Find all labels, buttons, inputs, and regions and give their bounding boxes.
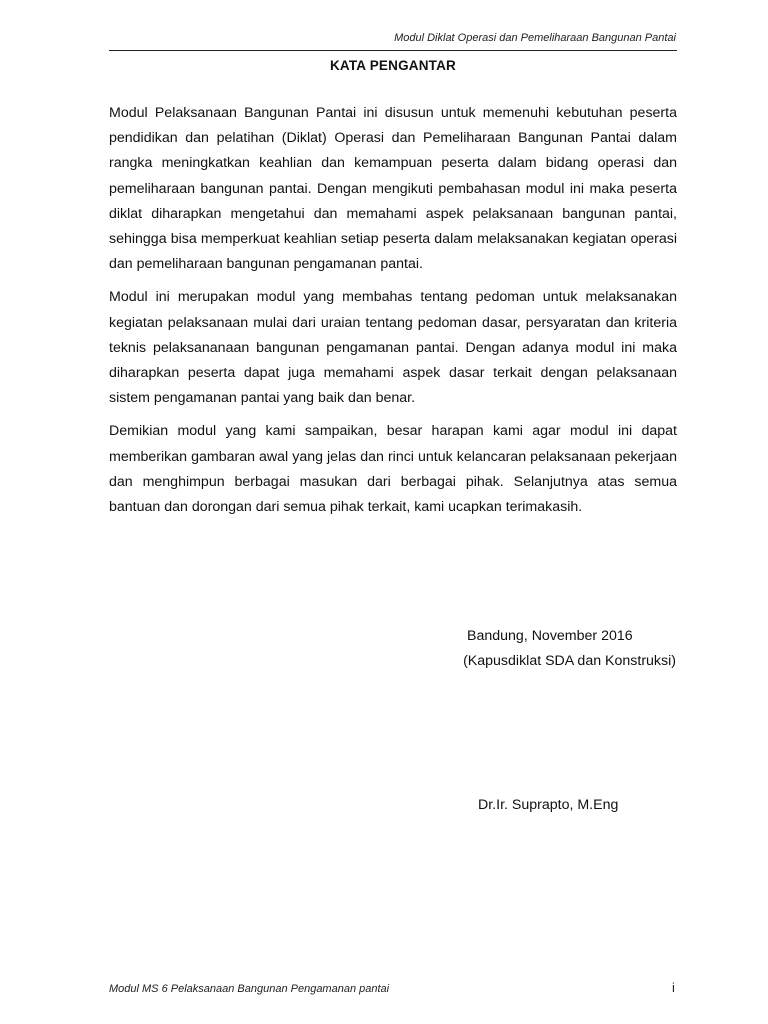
signature-name: Dr.Ir. Suprapto, M.Eng (478, 797, 619, 813)
paragraph-1: Modul Pelaksanaan Bangunan Pantai ini disusun untuk memenuhi kebutuhan peserta pendidikan dan pelatihan (Diklat) Operasi dan Pemeliharaan Bangunan Pantai dalam rangka meningkatkan keahlian dan kemampuan peserta dalam bidang operasi dan pemeliharaan bangunan pantai. Dengan mengikuti pembahasan modul ini maka peserta diklat diharapkan mengetahui dan memahami aspek pelaksanaan bangunan pantai, sehingga bisa memperkuat keahlian setiap peserta dalam melaksanakan kegiatan operasi dan pemeliharaan bangunan pengamanan pantai. (109, 105, 677, 273)
signature-organization: (Kapusdiklat SDA dan Konstruksi) (463, 653, 676, 669)
page-title: KATA PENGANTAR (329, 58, 457, 73)
header-divider (109, 50, 677, 51)
paragraph-2: Modul ini merupakan modul yang membahas tentang pedoman untuk melaksanakan kegiatan pelaksanaan mulai dari uraian tentang pedoman dasar, persyaratan dan kriteria teknis pelaksananaan bangunan pengamanan pantai. Dengan adanya modul ini maka diharapkan peserta dapat juga memahami aspek dasar terkait dengan pelaksanaan sistem pengamanan pantai yang baik dan benar. (109, 289, 677, 407)
running-header: Modul Diklat Operasi dan Pemeliharaan Bangunan Pantai (394, 32, 676, 44)
body-text (109, 101, 677, 528)
paragraph-3: Demikian modul yang kami sampaikan, besar harapan kami agar modul ini dapat memberikan gambaran awal yang jelas dan rinci untuk kelancaran pelaksanaan pekerjaan dan menghimpun berbagai masukan dari berbagai pihak. Selanjutnya atas semua bantuan dan dorongan dari semua pihak terkait, kami ucapkan terimakasih. (109, 423, 677, 516)
signature-place-date: Bandung, November 2016 (467, 628, 633, 644)
running-footer: Modul MS 6 Pelaksanaan Bangunan Pengamanan pantai (109, 983, 390, 995)
page-number: i (672, 980, 675, 995)
